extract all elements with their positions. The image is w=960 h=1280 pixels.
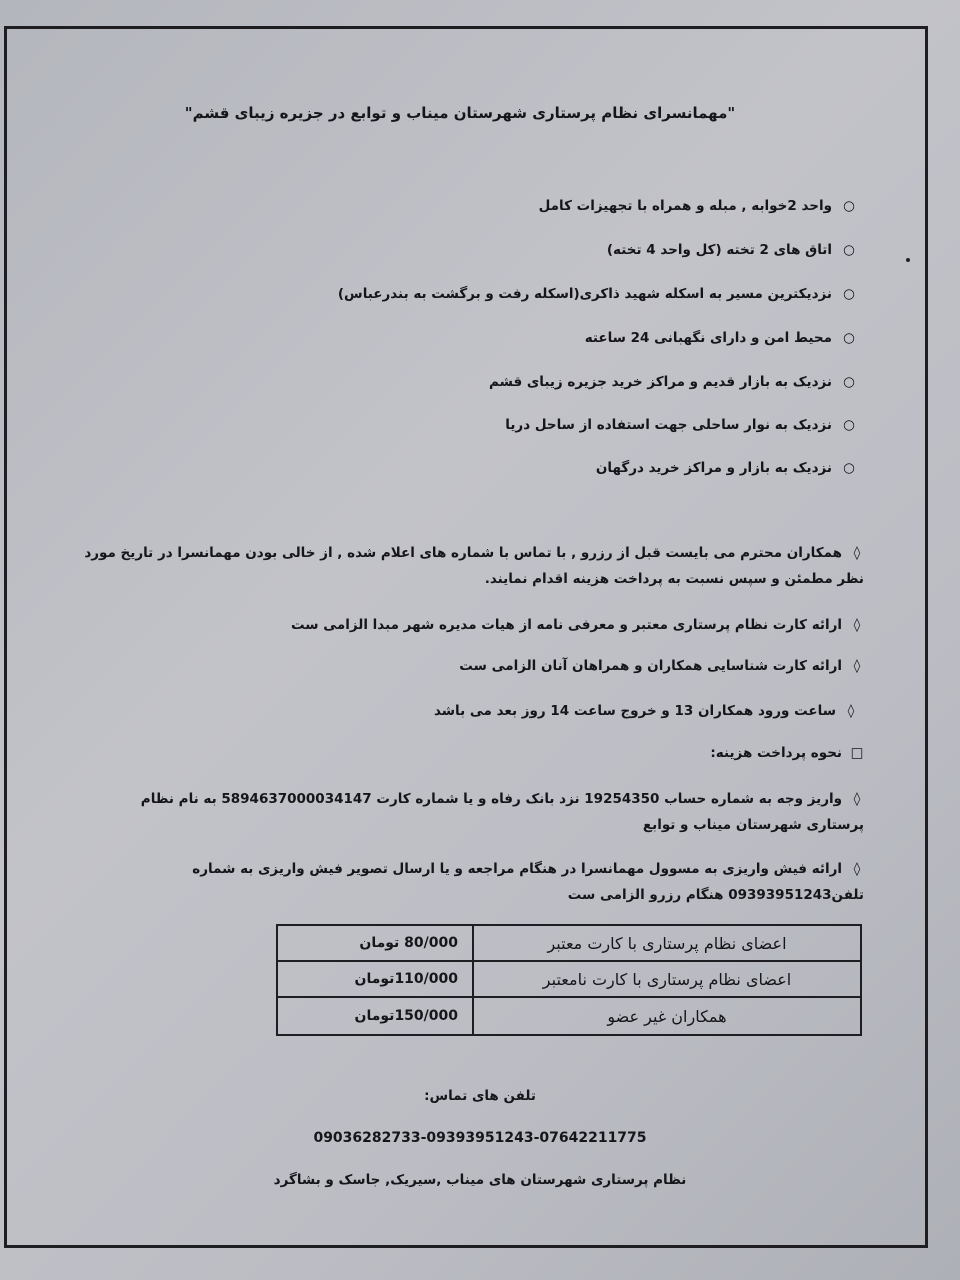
circle-bullet-icon: ○ (843, 460, 855, 476)
diamond-bullet-icon: ◊ (853, 658, 861, 674)
feature-text: محیط امن و دارای نگهبانی 24 ساعته (584, 330, 832, 346)
feature-item (176, 460, 856, 476)
feature-text: نزدیک به نوار ساحلی جهت استفاده از ساحل دریا (505, 417, 832, 433)
document-title: "مهمانسرای نظام پرستاری شهرستان میناب و توابع در جزیره زیبای قشم" (184, 104, 736, 122)
feature-text: واحد 2خوابه , مبله و همراه با تجهیزات کامل (538, 198, 832, 214)
note-text: همکاران محترم می بایست قبل از رزرو , با تماس با شماره های اعلام شده , از خالی بودن مهمانسرا در تاریخ مورد نظر مطمئن و سپس نسبت به پرداخت هزینه اقدام نمایند. (84, 545, 864, 587)
feature-item (176, 417, 856, 433)
fee-label: همکاران غیر عضو (473, 997, 861, 1035)
fee-amount: 110/000تومان (277, 961, 473, 997)
note-deposit (84, 786, 864, 838)
square-bullet-icon: □ (850, 745, 864, 761)
note-text: ارائه کارت نظام پرستاری معتبر و معرفی نامه از هیات مدیره شهر مبدا الزامی ست (290, 617, 842, 633)
fee-table (276, 924, 862, 1036)
fee-label: اعضای نظام پرستاری با کارت معتبر (473, 925, 861, 961)
feature-item (176, 286, 856, 302)
table-row (277, 925, 861, 961)
diamond-bullet-icon: ◊ (853, 861, 861, 877)
fee-label: اعضای نظام پرستاری با کارت نامعتبر (473, 961, 861, 997)
circle-bullet-icon: ○ (843, 198, 855, 214)
feature-item (176, 198, 856, 214)
note-receipt (84, 856, 864, 908)
diamond-bullet-icon: ◊ (847, 703, 855, 719)
note-text: واریز وجه به شماره حساب 19254350 نزد بانک رفاه و یا شماره کارت 5894637000034147 به نام نظام پرستاری شهرستان میناب و توابع (140, 791, 864, 833)
note-text: ارائه فیش واریزی به مسوول مهمانسرا در هنگام مراجعه و یا ارسال تصویر فیش واریزی به شماره تلفن09393951243 هنگام رزرو الزامی ست (192, 861, 864, 903)
contact-numbers: 09036282733-09393951243-07642211775 (313, 1130, 647, 1146)
table-row (277, 997, 861, 1035)
feature-item (176, 374, 856, 390)
table-row (277, 961, 861, 997)
circle-bullet-icon: ○ (843, 242, 855, 258)
fee-amount: 80/000 تومان (277, 925, 473, 961)
fee-amount: 150/000تومان (277, 997, 473, 1035)
feature-text: نزدیک به بازار قدیم و مراکز خرید جزیره زیبای قشم (489, 374, 832, 390)
diamond-bullet-icon: ◊ (853, 545, 861, 561)
feature-item (176, 330, 856, 346)
feature-item (176, 242, 856, 258)
note-text: ارائه کارت شناسایی همکاران و همراهان آنان الزامی ست (459, 658, 842, 674)
note-nursing-card (84, 612, 864, 638)
note-hours (78, 698, 858, 724)
note-text: ساعت ورود همکاران 13 و خروج ساعت 14 روز بعد می باشد (433, 703, 836, 719)
circle-bullet-icon: ○ (843, 417, 855, 433)
diamond-bullet-icon: ◊ (853, 617, 861, 633)
feature-text: نزدیکترین مسیر به اسکله شهید ذاکری(اسکله رفت و برگشت به بندرعباس) (337, 286, 832, 302)
note-text: نحوه پرداخت هزینه: (710, 745, 842, 761)
note-id-card (84, 653, 864, 679)
circle-bullet-icon: ○ (843, 286, 855, 302)
payment-heading (84, 740, 864, 766)
footer-organization: نظام پرستاری شهرستان های میناب ,سیریک, جاسک و بشاگرد (273, 1172, 687, 1188)
note-reservation (84, 540, 864, 592)
diamond-bullet-icon: ◊ (853, 791, 861, 807)
feature-text: اتاق های 2 تخته (کل واحد 4 تخته) (606, 242, 832, 258)
circle-bullet-icon: ○ (843, 330, 855, 346)
feature-text: نزدیک به بازار و مراکز خرید درگهان (595, 460, 832, 476)
circle-bullet-icon: ○ (843, 374, 855, 390)
contact-heading: تلفن های تماس: (424, 1088, 536, 1104)
